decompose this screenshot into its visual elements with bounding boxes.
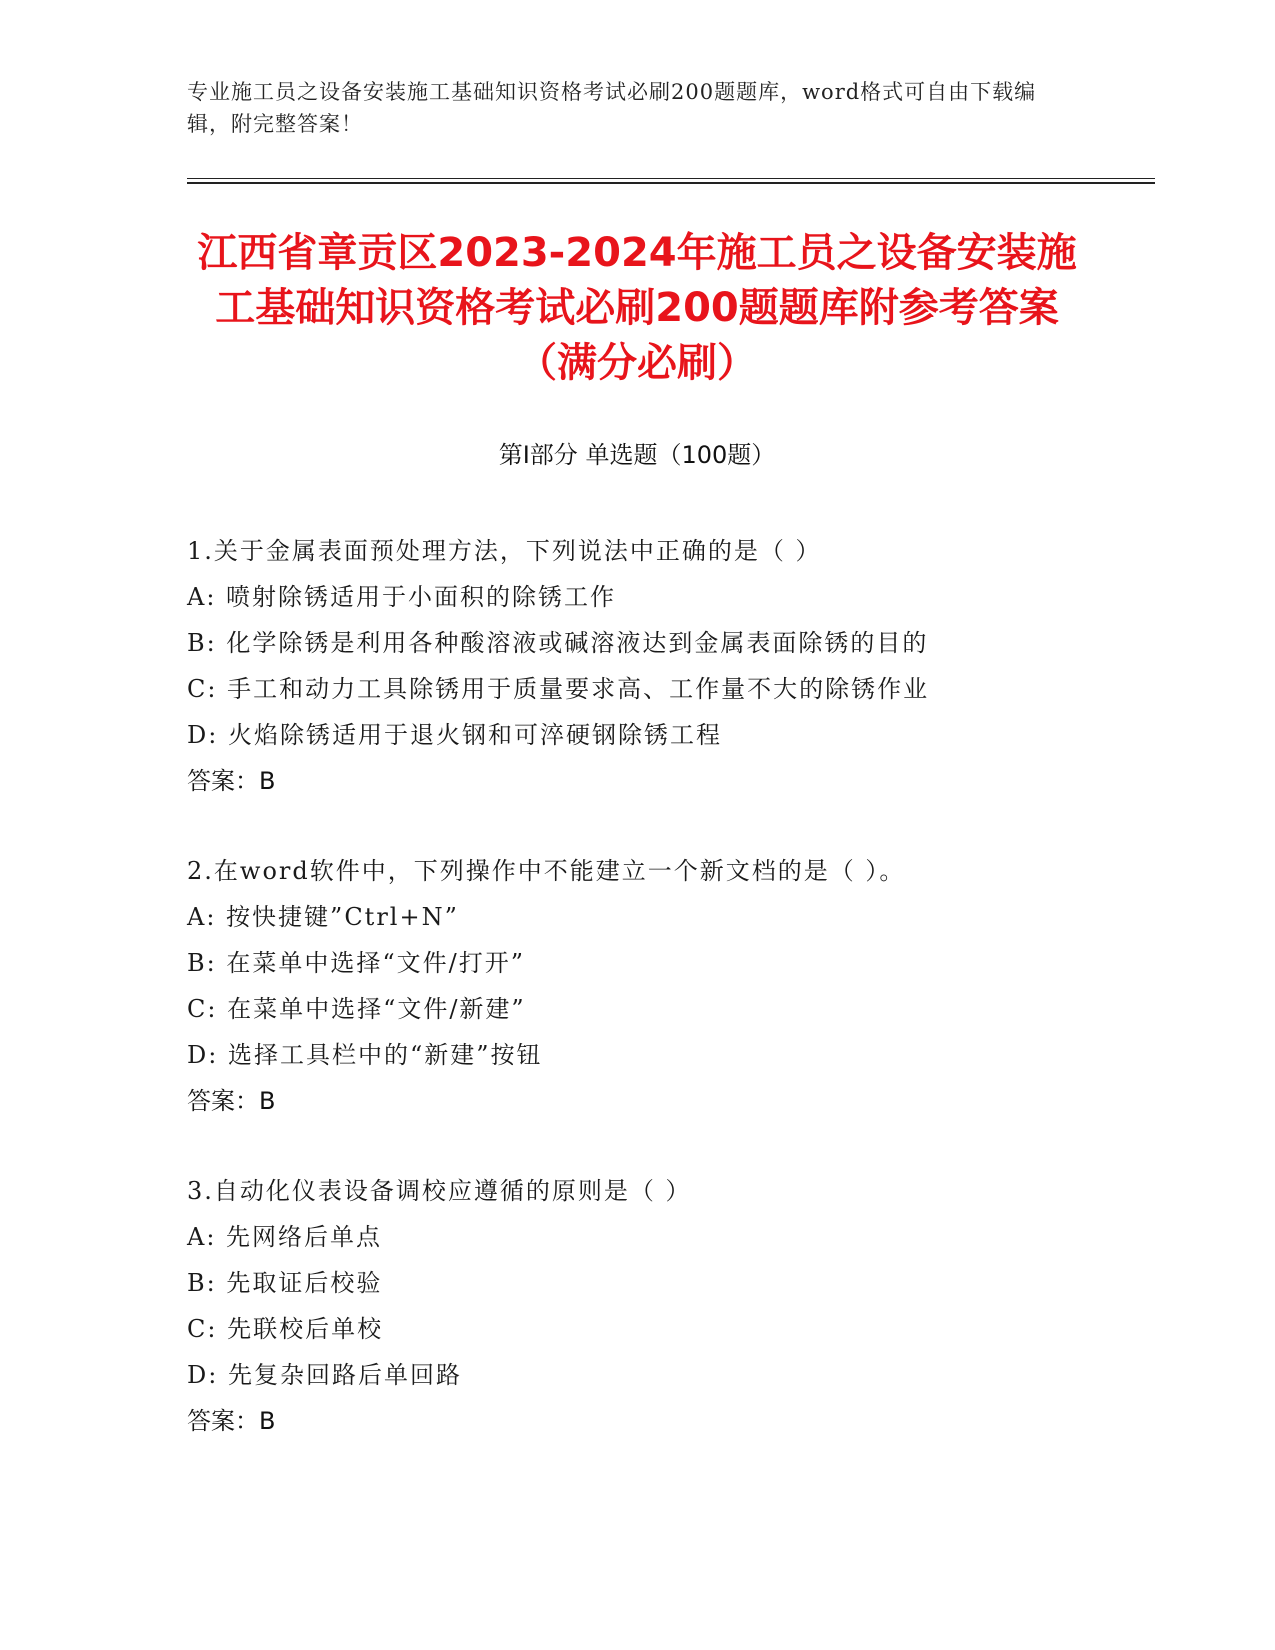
option-b: B: 在菜单中选择“文件/打开”: [187, 949, 525, 977]
answer: 答案：B: [187, 1407, 276, 1435]
option-d: D: 先复杂回路后单回路: [187, 1361, 462, 1389]
header-divider-thick: [187, 182, 1155, 184]
header-divider-thin: [187, 178, 1155, 179]
option-b: B: 先取证后校验: [187, 1269, 383, 1297]
question-list: [187, 528, 1117, 1488]
option-d: D: 选择工具栏中的“新建”按钮: [187, 1041, 543, 1069]
question-1: [187, 528, 1117, 804]
question-stem: 3.自动化仪表设备调校应遵循的原则是（ ）: [187, 1177, 692, 1205]
question-stem: 1.关于金属表面预处理方法，下列说法中正确的是（ ）: [187, 537, 822, 565]
section-heading: 第I部分 单选题（100题）: [498, 441, 776, 469]
option-d: D: 火焰除锈适用于退火钢和可淬硬钢除锈工程: [187, 721, 722, 749]
option-a: A: 按快捷键”Ctrl+N”: [187, 903, 459, 931]
answer: 答案：B: [187, 767, 276, 795]
option-c: C: 手工和动力工具除锈用于质量要求高、工作量不大的除锈作业: [187, 675, 930, 703]
option-c: C: 先联校后单校: [187, 1315, 384, 1343]
question-3: [187, 1168, 1117, 1444]
question-2: [187, 848, 1117, 1124]
option-b: B: 化学除锈是利用各种酸溶液或碱溶液达到金属表面除锈的目的: [187, 629, 929, 657]
option-c: C: 在菜单中选择“文件/新建”: [187, 995, 526, 1023]
header-note: 专业施工员之设备安装施工基础知识资格考试必刷200题题库，word格式可自由下载编辑，附完整答案！: [187, 80, 1037, 136]
document-title: 江西省章贡区2023-2024年施工员之设备安装施工基础知识资格考试必刷200题题库附参考答案（满分必刷）: [197, 230, 1077, 386]
question-stem: 2.在word软件中，下列操作中不能建立一个新文档的是（ ）。: [187, 857, 906, 885]
option-a: A: 喷射除锈适用于小面积的除锈工作: [187, 583, 617, 611]
option-a: A: 先网络后单点: [187, 1223, 383, 1251]
answer: 答案：B: [187, 1087, 276, 1115]
